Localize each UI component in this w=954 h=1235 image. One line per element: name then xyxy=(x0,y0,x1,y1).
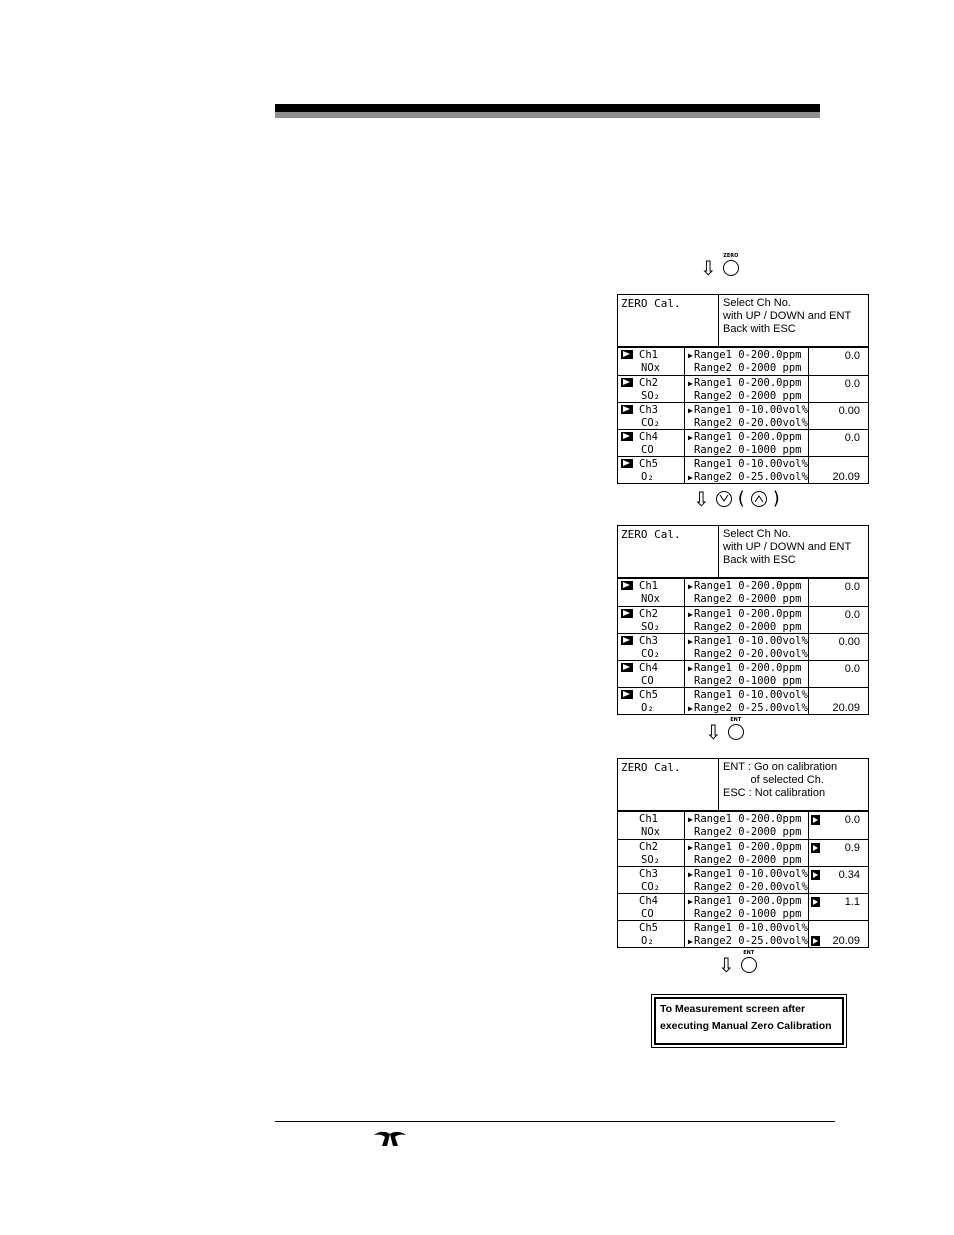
range-marker-icon: ▶ xyxy=(688,473,693,482)
screen-message: Select Ch No. with UP / DOWN and ENT Back with ESC xyxy=(723,297,852,335)
cursor-icon xyxy=(621,581,633,590)
range-marker-icon: ▶ xyxy=(688,937,693,946)
channel-row: Ch1 NOx ▶Range1 0-200.0ppm Range2 0-2000 ppm 0.0 xyxy=(618,812,868,839)
reading-value: 0.0 xyxy=(844,378,860,390)
step-down-key xyxy=(693,488,780,509)
channel-row: Ch3 CO₂ ▶Range1 0-10.00vol% Range2 0-20.00vol% 0.34 xyxy=(618,866,868,893)
zero-key-icon: ZERO xyxy=(723,260,739,276)
down-key-icon xyxy=(716,491,732,507)
reading-value: 0.34 xyxy=(838,869,860,881)
channel-row: Ch2 SO₂ ▶Range1 0-200.0ppm Range2 0-2000 ppm 0.0 xyxy=(618,606,868,633)
cursor-icon xyxy=(621,432,633,441)
range-marker-icon: ▶ xyxy=(688,433,693,442)
result-note-line-2: executing Manual Zero Calibration xyxy=(660,1020,832,1032)
cursor-icon xyxy=(621,636,633,645)
reading-value: 0.0 xyxy=(844,814,860,826)
zero-cal-screen-2 xyxy=(617,525,869,715)
range-marker-icon: ▶ xyxy=(688,406,693,415)
ent-key-icon: ENT xyxy=(728,724,744,740)
range-marker-icon: ▶ xyxy=(688,843,693,852)
screen-message: ENT : Go on calibration of selected Ch. ESC : Not calibration xyxy=(723,761,838,799)
reading-value: 20.09 xyxy=(832,471,860,483)
reading-value: 20.09 xyxy=(832,702,860,714)
reading-value: 0.00 xyxy=(838,405,860,417)
range-marker-icon: ▶ xyxy=(688,379,693,388)
channel-row: Ch2 SO₂ ▶Range1 0-200.0ppm Range2 0-2000 ppm 0.0 xyxy=(618,375,868,402)
up-key-icon xyxy=(751,491,767,507)
channel-row: Ch3 CO₂ ▶Range1 0-10.00vol% Range2 0-20.00vol% 0.00 xyxy=(618,402,868,429)
cursor-icon xyxy=(621,378,633,387)
result-note-box xyxy=(651,994,847,1048)
step-ent-key-2 xyxy=(718,950,757,977)
reading-value: 0.0 xyxy=(844,581,860,593)
cursor-icon xyxy=(621,663,633,672)
reading-value: 20.09 xyxy=(832,935,860,947)
cursor-icon xyxy=(811,815,820,825)
channel-row: Ch3 CO₂ ▶Range1 0-10.00vol% Range2 0-20.00vol% 0.00 xyxy=(618,633,868,660)
range-marker-icon: ▶ xyxy=(688,582,693,591)
step-zero-key xyxy=(700,253,739,280)
paren-close: ) xyxy=(772,488,780,509)
step-ent-key xyxy=(705,717,744,744)
result-note-line-1: To Measurement screen after xyxy=(660,1003,806,1015)
cursor-icon xyxy=(621,609,633,618)
channel-row: Ch5 O₂ Range1 0-10.00vol% ▶Range2 0-25.00vol% 20.09 xyxy=(618,920,868,947)
range-marker-icon: ▶ xyxy=(688,664,693,673)
cursor-icon xyxy=(621,459,633,468)
screen-title: ZERO Cal. xyxy=(618,526,719,577)
reading-value: 0.0 xyxy=(844,663,860,675)
range-marker-icon: ▶ xyxy=(688,637,693,646)
channel-row: Ch4 CO ▶Range1 0-200.0ppm Range2 0-1000 ppm 0.0 xyxy=(618,429,868,456)
ent-key-icon: ENT xyxy=(741,957,757,973)
reading-value: 0.9 xyxy=(844,842,860,854)
channel-row: Ch4 CO ▶Range1 0-200.0ppm Range2 0-1000 ppm 0.0 xyxy=(618,660,868,687)
zero-cal-screen-3 xyxy=(617,758,869,948)
channel-row: Ch1 NOx ▶Range1 0-200.0ppm Range2 0-2000 ppm 0.0 xyxy=(618,348,868,375)
range-marker-icon: ▶ xyxy=(688,815,693,824)
cursor-icon xyxy=(621,405,633,414)
reading-value: 0.0 xyxy=(844,350,860,362)
channel-row: Ch4 CO ▶Range1 0-200.0ppm Range2 0-1000 ppm 1.1 xyxy=(618,893,868,920)
down-arrow-icon: ⇩ xyxy=(700,256,717,280)
range-marker-icon: ▶ xyxy=(688,610,693,619)
screen-title: ZERO Cal. xyxy=(618,759,719,810)
reading-value: 0.0 xyxy=(844,432,860,444)
cursor-icon xyxy=(811,897,820,907)
channel-row: Ch5 O₂ Range1 0-10.00vol% ▶Range2 0-25.00vol% 20.09 xyxy=(618,456,868,483)
channel-row: Ch1 NOx ▶Range1 0-200.0ppm Range2 0-2000 ppm 0.0 xyxy=(618,579,868,606)
down-arrow-icon: ⇩ xyxy=(705,720,722,744)
header-rule-shadow xyxy=(275,112,820,118)
company-logo-icon xyxy=(372,1130,408,1148)
cursor-icon xyxy=(621,690,633,699)
down-arrow-icon: ⇩ xyxy=(718,953,735,977)
zero-cal-screen-1 xyxy=(617,294,869,484)
range-marker-icon: ▶ xyxy=(688,351,693,360)
screen-title: ZERO Cal. xyxy=(618,295,719,346)
down-arrow-icon: ⇩ xyxy=(693,486,710,511)
range-marker-icon: ▶ xyxy=(688,897,693,906)
channel-row: Ch2 SO₂ ▶Range1 0-200.0ppm Range2 0-2000 ppm 0.9 xyxy=(618,839,868,866)
reading-value: 0.0 xyxy=(844,609,860,621)
range-marker-icon: ▶ xyxy=(688,704,693,713)
cursor-icon xyxy=(621,350,633,359)
cursor-icon xyxy=(811,843,820,853)
channel-row: Ch5 O₂ Range1 0-10.00vol% ▶Range2 0-25.00vol% 20.09 xyxy=(618,687,868,714)
range-marker-icon: ▶ xyxy=(688,870,693,879)
footer-rule xyxy=(275,1121,835,1122)
header-rule xyxy=(275,104,820,112)
reading-value: 0.00 xyxy=(838,636,860,648)
cursor-icon xyxy=(811,936,820,946)
reading-value: 1.1 xyxy=(844,896,860,908)
screen-message: Select Ch No. with UP / DOWN and ENT Back with ESC xyxy=(723,528,852,566)
cursor-icon xyxy=(811,870,820,880)
paren-open: ( xyxy=(737,488,745,509)
